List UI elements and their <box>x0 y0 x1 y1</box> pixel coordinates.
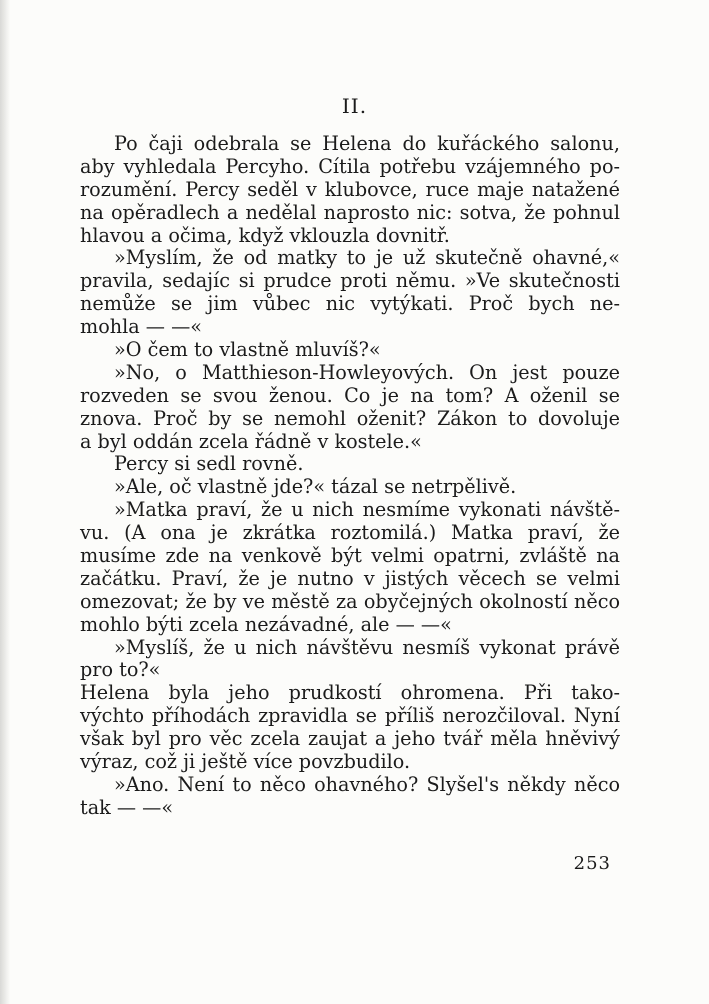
text-line: aby vyhledala Percyho. Cítila potřebu vzájemného po- <box>80 154 620 178</box>
text-line: rozveden se svou ženou. Co je na tom? A oženil se <box>80 383 620 407</box>
text-line: tak — —« <box>80 795 174 819</box>
text-line: »Ano. Není to něco ohavného? Slyšel's někdy něco <box>114 772 620 796</box>
chapter-heading: II. <box>341 94 368 118</box>
text-line: rozumění. Percy seděl v klubovce, ruce maje natažené <box>80 177 620 201</box>
text-line: výraz, což ji ještě více povzbudilo. <box>80 750 411 774</box>
text-line: však byl pro věc zcela zaujat a jeho tvář měla hněvivý <box>80 727 620 751</box>
text-line: hlavou a očima, když vklouzla dovnitř. <box>80 223 450 247</box>
text-line: mohla — —« <box>80 315 202 339</box>
text-line: znova. Proč by se nemohl oženit? Zákon to dovoluje <box>80 406 620 430</box>
page-number: 253 <box>573 853 611 874</box>
text-line: pravila, sedajíc si prudce proti němu. »Ve skutečnosti <box>80 269 620 293</box>
text-line: výchto příhodách zpravidla se příliš nerozčiloval. Nyní <box>80 704 620 728</box>
text-line: Po čaji odebrala se Helena do kuřáckého salonu, <box>114 132 620 155</box>
text-line: začátku. Praví, že je nutno v jistých věcech se velmi <box>80 566 620 590</box>
text-line: pro to?« <box>80 658 161 682</box>
text-line: na opěradlech a nedělal naprosto nic: sotva, že pohnul <box>80 200 620 224</box>
body-text <box>80 133 620 820</box>
text-line: »O čem to vlastně mluvíš?« <box>114 338 381 362</box>
text-line: nemůže se jim vůbec nic vytýkati. Proč bych ne- <box>80 292 620 316</box>
page-edge-shadow <box>0 0 10 1004</box>
text-line: omezovat; že by ve městě za obyčejných okolností něco <box>80 589 620 613</box>
text-line: a byl oddán zcela řádně v kostele.« <box>80 429 422 453</box>
text-line: vu. (A ona je zkrátka roztomilá.) Matka praví, že <box>80 521 620 545</box>
text-line: »Myslíš, že u nich návštěvu nesmíš vykonat právě <box>114 635 620 659</box>
text-line: mohlo býti zcela nezávadné, ale — —« <box>80 612 452 636</box>
text-line: »Matka praví, že u nich nesmíme vykonati návště- <box>114 498 620 522</box>
text-line: »No, o Matthieson-Howleyových. On jest pouze <box>114 360 620 384</box>
text-line: musíme zde na venkově být velmi opatrni, zvláště na <box>80 544 620 568</box>
text-line: »Ale, oč vlastně jde?« tázal se netrpělivě. <box>114 475 517 499</box>
text-line: »Myslím, že od matky to je už skutečně ohavné,« <box>114 246 620 270</box>
text-line: Percy si sedl rovně. <box>114 452 304 476</box>
text-line: Helena byla jeho prudkostí ohromena. Při tako- <box>80 681 620 705</box>
